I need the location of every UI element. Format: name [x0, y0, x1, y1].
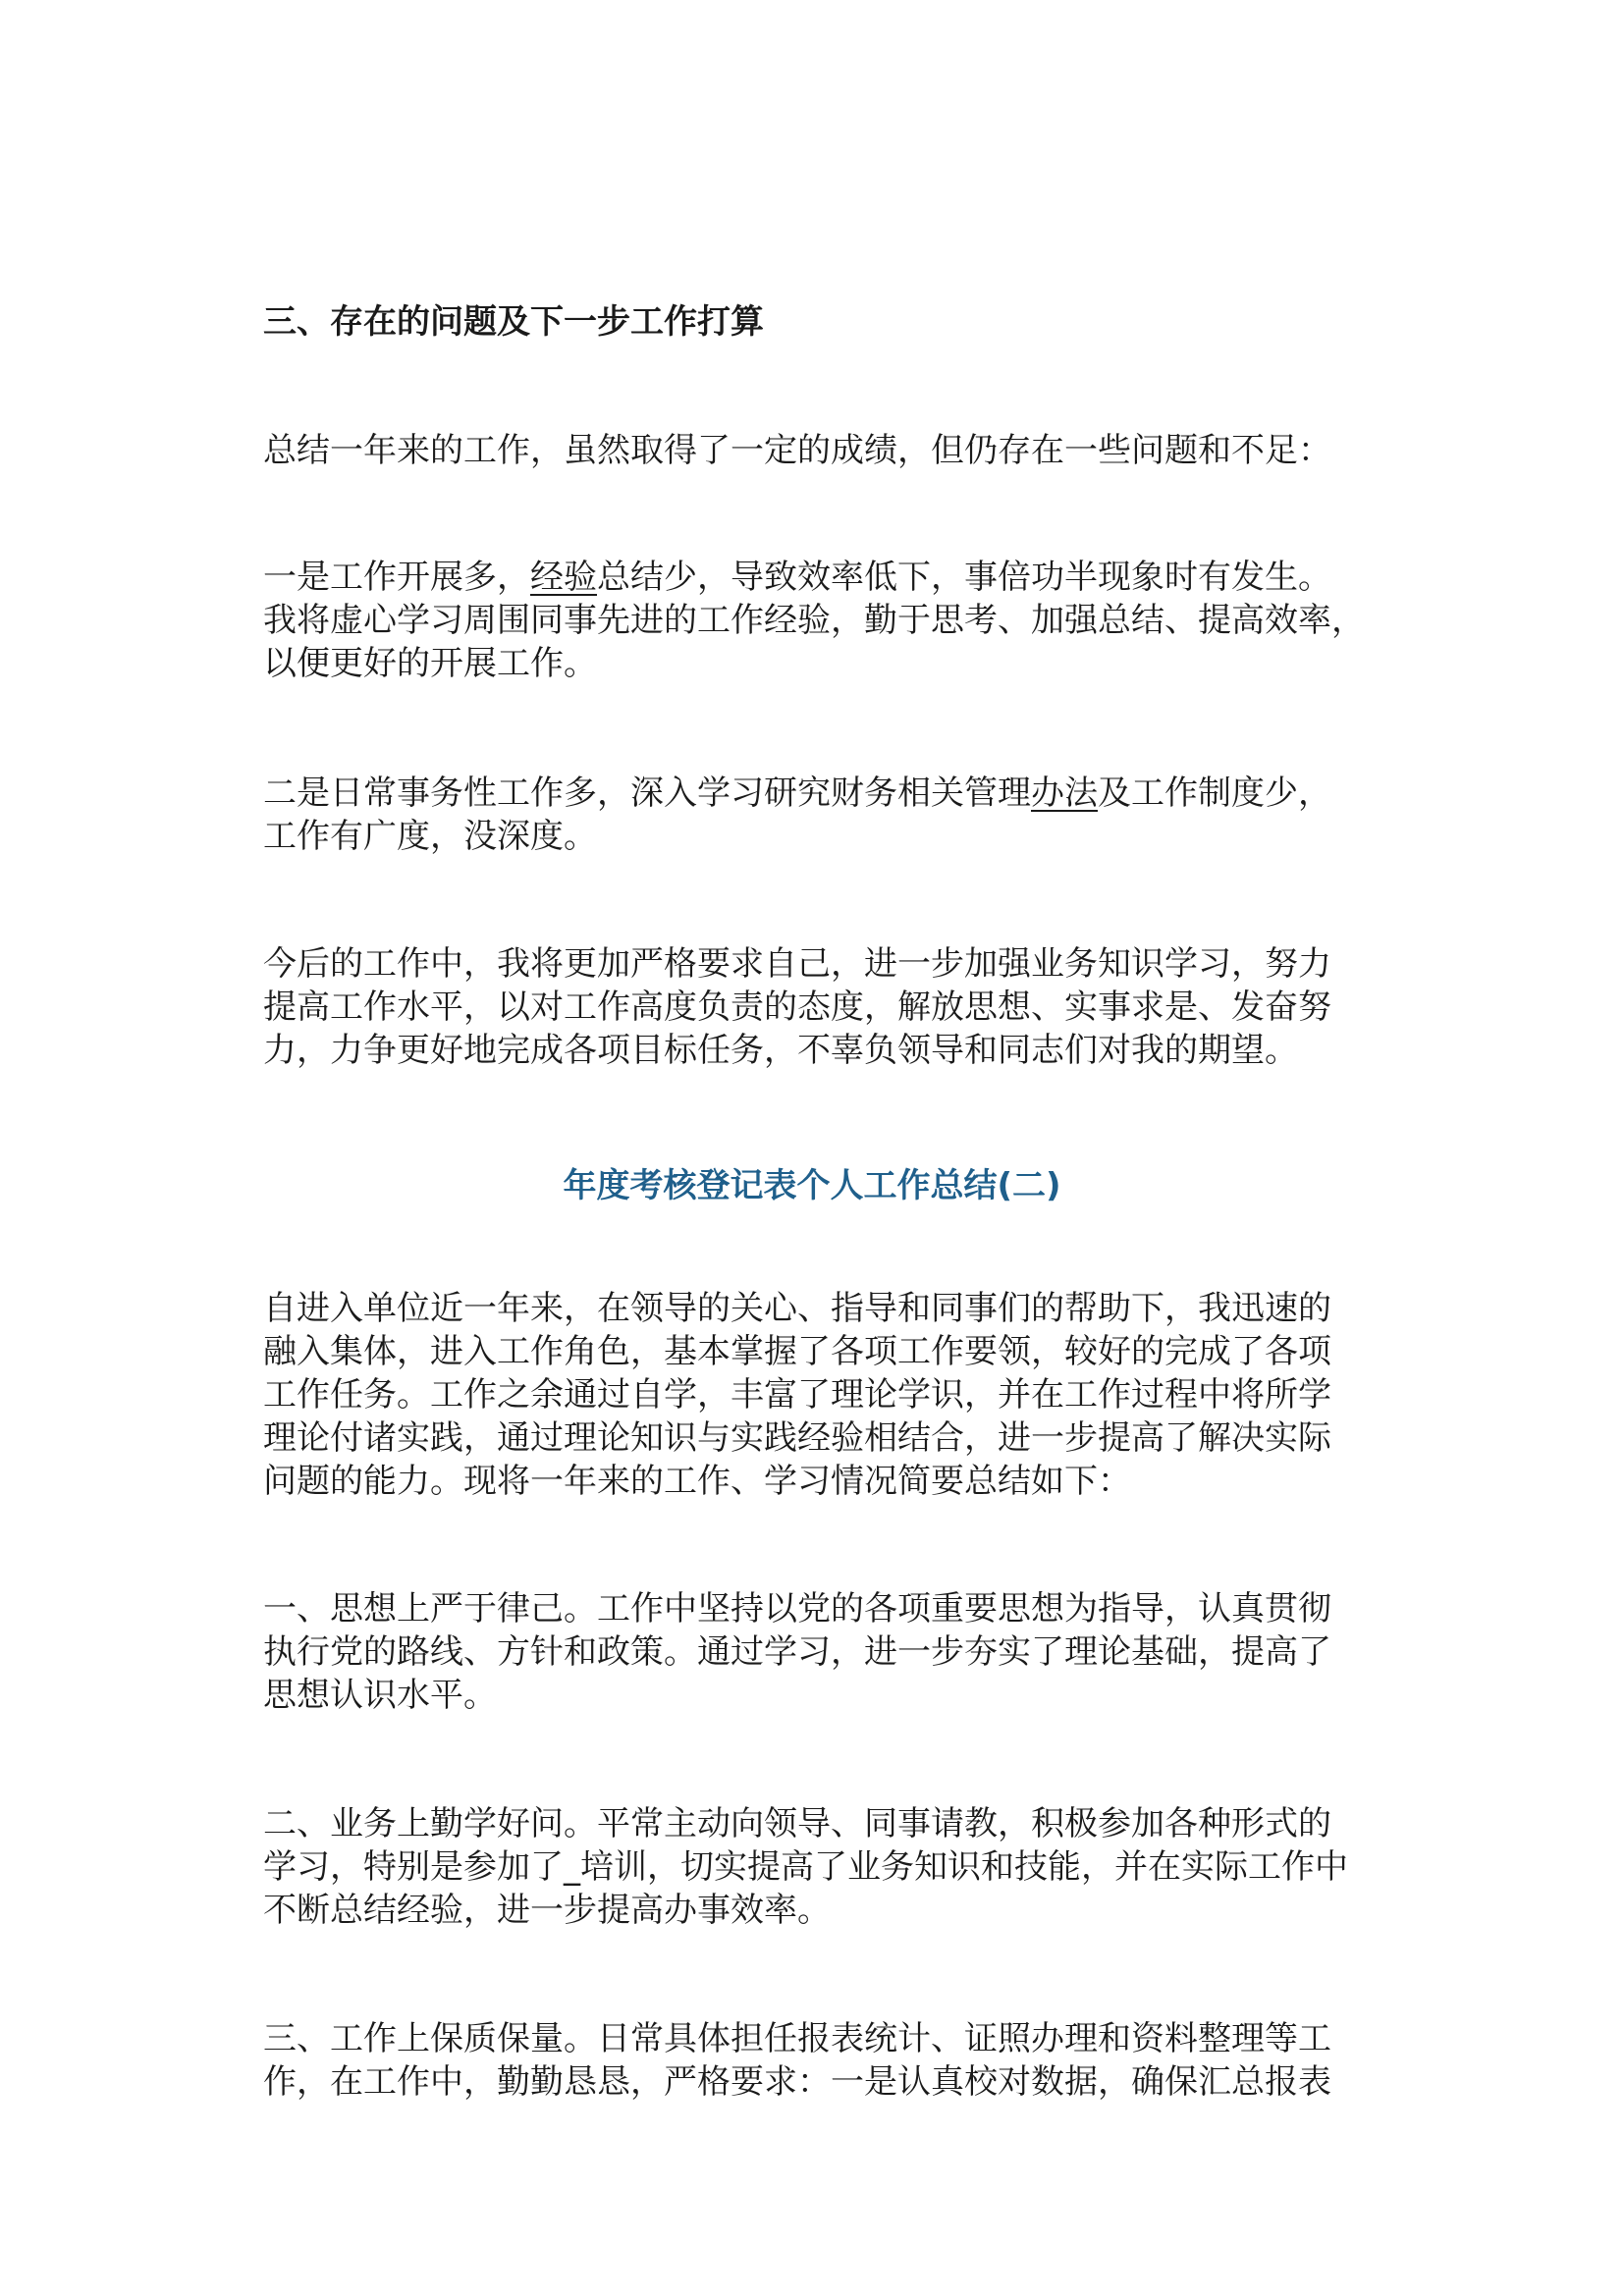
point-two-line: 学习，特别是参加了_培训，切实提高了业务知识和技能，并在实际工作中 [263, 1847, 1348, 1887]
problem-one-line-1 [263, 556, 1392, 599]
article-intro-line: 问题的能力。现将一年来的工作、学习情况简要总结如下： [263, 1462, 1131, 1501]
experience-link[interactable]: 经验 [530, 558, 597, 597]
section-heading-text: 三、存在的问题及下一步工作打算 [263, 302, 764, 342]
problem-two-line-1-end: 及工作制度少， [1098, 774, 1331, 813]
future-plan-line: 提高工作水平，以对工作高度负责的态度，解放思想、实事求是、发奋努 [263, 988, 1331, 1027]
point-two-line: 二、业务上勤学好问。平常主动向领导、同事请教，积极参加各种形式的 [263, 1804, 1331, 1843]
article-title-text: 年度考核登记表个人工作总结(二) [563, 1166, 1061, 1205]
problem-two-line-2: 工作有广度，没深度。 [263, 817, 597, 856]
summary-intro-paragraph [263, 429, 1392, 472]
article-intro-line: 理论付诸实践，通过理论知识与实践经验相结合，进一步提高了解决实际 [263, 1418, 1331, 1458]
point-one-line: 思想认识水平。 [263, 1676, 497, 1715]
point-three-line: 作，在工作中，勤勤恳恳，严格要求：一是认真校对数据，确保汇总报表 [263, 2062, 1331, 2102]
article-title [0, 1158, 1624, 1206]
article-intro-line: 自进入单位近一年来，在领导的关心、指导和同事们的帮助下，我迅速的 [263, 1289, 1331, 1328]
point-one-paragraph [263, 1587, 1392, 1717]
article-intro-line: 融入集体，进入工作角色，基本掌握了各项工作要领，较好的完成了各项 [263, 1332, 1331, 1371]
future-plan-line: 今后的工作中，我将更加严格要求自己，进一步加强业务知识学习，努力 [263, 944, 1331, 984]
problem-one-paragraph [263, 556, 1392, 685]
problem-two-line-1 [263, 772, 1392, 815]
point-one-line: 一、思想上严于律己。工作中坚持以党的各项重要思想为指导，认真贯彻 [263, 1589, 1331, 1629]
problem-one-line-2: 我将虚心学习周围同事先进的工作经验，勤于思考、加强总结、提高效率， [263, 601, 1365, 640]
method-link[interactable]: 办法 [1031, 774, 1098, 813]
future-plan-paragraph [263, 942, 1392, 1072]
point-three-paragraph [263, 2017, 1392, 2104]
point-three-line: 三、工作上保质保量。日常具体担任报表统计、证照办理和资料整理等工 [263, 2019, 1331, 2058]
problem-two-line-1-start: 二是日常事务性工作多，深入学习研究财务相关管理 [263, 774, 1031, 813]
article-intro-line: 工作任务。工作之余通过自学，丰富了理论学识，并在工作过程中将所学 [263, 1375, 1331, 1415]
future-plan-line: 力，力争更好地完成各项目标任务，不辜负领导和同志们对我的期望。 [263, 1031, 1298, 1070]
problem-one-line-1-end: 总结少，导致效率低下，事倍功半现象时有发生。 [597, 558, 1331, 597]
summary-intro-text: 总结一年来的工作，虽然取得了一定的成绩，但仍存在一些问题和不足： [263, 431, 1331, 470]
point-two-line: 不断总结经验，进一步提高办事效率。 [263, 1891, 831, 1930]
point-two-paragraph [263, 1802, 1392, 1932]
section-heading [263, 300, 1392, 344]
point-one-line: 执行党的路线、方针和政策。通过学习，进一步夯实了理论基础，提高了 [263, 1632, 1331, 1672]
problem-two-paragraph [263, 772, 1392, 858]
article-intro-paragraph [263, 1287, 1392, 1503]
problem-one-line-1-start: 一是工作开展多， [263, 558, 530, 597]
problem-one-line-3: 以便更好的开展工作。 [263, 644, 597, 683]
